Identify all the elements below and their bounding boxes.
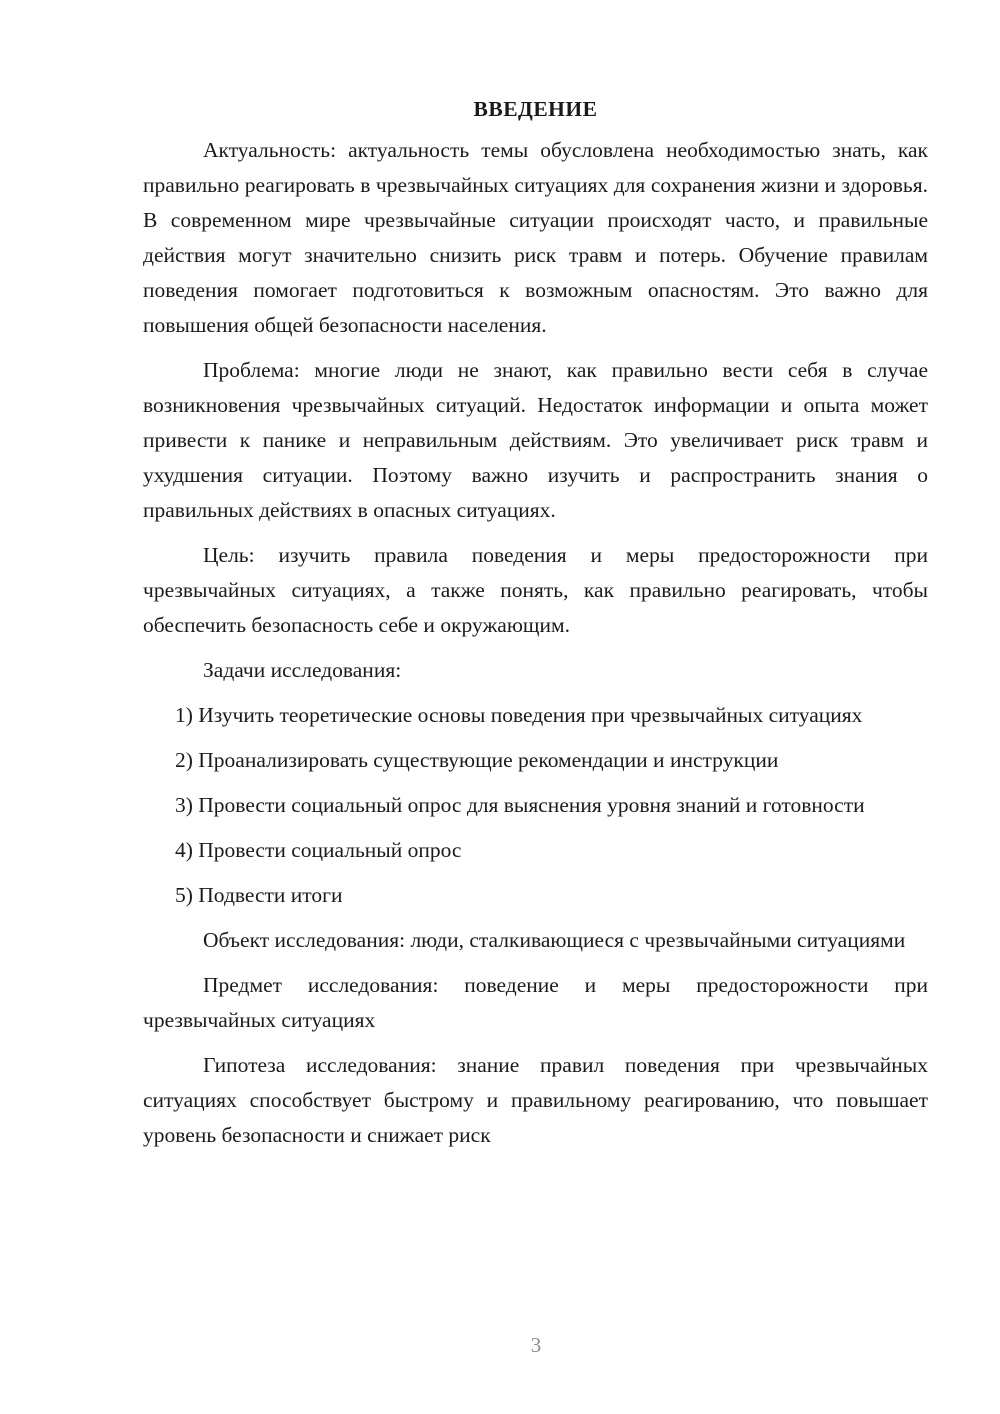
task-item-4: 4) Провести социальный опрос [175, 838, 462, 862]
tasks-title: Задачи исследования: [203, 658, 402, 682]
paragraph-relevance: Актуальность: актуальность темы обусловлена необходимостью знать, как правильно реагировать в чрезвычайных ситуациях для сохранения жизни и здоровья. В современном мире чрезвычайные ситуации происходят часто, и правильные действия могут значительно снизить риск травм и потерь. Обучение правилам поведения помогает подготовиться к возможным опасностям. Это важно для повышения общей безопасности населения. [143, 138, 928, 337]
section-heading: ВВЕДЕНИЕ [473, 97, 598, 121]
paragraph-hypothesis: Гипотеза исследования: знание правил поведения при чрезвычайных ситуациях способствует быстрому и правильному реагированию, что повышает уровень безопасности и снижает риск [143, 1053, 928, 1147]
page-content [143, 92, 928, 1163]
task-item-3: 3) Провести социальный опрос для выяснения уровня знаний и готовности [175, 793, 865, 817]
task-item-5: 5) Подвести итоги [175, 883, 343, 907]
paragraph-goal: Цель: изучить правила поведения и меры предосторожности при чрезвычайных ситуациях, а также понять, как правильно реагировать, чтобы обеспечить безопасность себе и окружающим. [143, 543, 928, 637]
paragraph-problem: Проблема: многие люди не знают, как правильно вести себя в случае возникновения чрезвычайных ситуаций. Недостаток информации и опыта может привести к панике и неправильным действиям. Это увеличивает риск травм и ухудшения ситуации. Поэтому важно изучить и распространить знания о правильных действиях в опасных ситуациях. [143, 358, 928, 522]
paragraph-object: Объект исследования: люди, сталкивающиеся с чрезвычайными ситуациями [203, 928, 906, 952]
paragraph-subject: Предмет исследования: поведение и меры предосторожности при чрезвычайных ситуациях [143, 973, 928, 1032]
page-number: 3 [530, 1333, 542, 1357]
task-item-2: 2) Проанализировать существующие рекомендации и инструкции [175, 748, 779, 772]
task-item-1: 1) Изучить теоретические основы поведения при чрезвычайных ситуациях [175, 703, 863, 727]
